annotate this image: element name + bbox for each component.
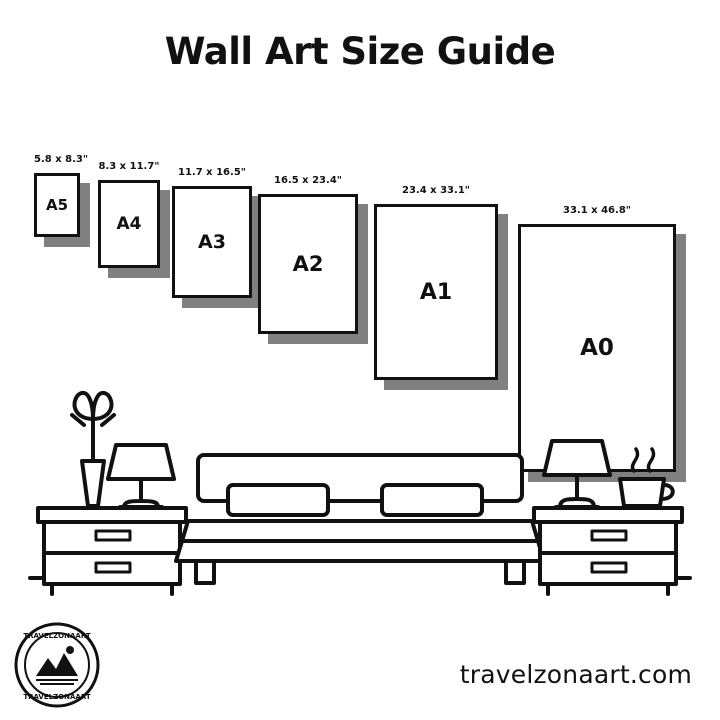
frame-box: [98, 180, 160, 268]
frame-dimension-label: 11.7 x 16.5": [178, 167, 246, 179]
frame-size-label: A2: [292, 252, 324, 277]
frame-size-label: A0: [580, 335, 614, 362]
left-table-lamp: [108, 445, 174, 507]
page-title: Wall Art Size Guide: [164, 30, 556, 73]
frame-box: [258, 194, 358, 334]
frame-dimension-label: 5.8 x 8.3": [34, 153, 89, 165]
frame-dimension-label: 23.4 x 33.1": [402, 185, 470, 197]
frame-a3: [172, 160, 252, 298]
frame-dimension-label: 33.1 x 46.8": [563, 205, 631, 217]
bedroom-illustration: [0, 375, 720, 605]
logo-text-top: TRAVELZONAART: [23, 632, 91, 640]
frame-a2: [258, 168, 358, 334]
footer: [0, 612, 720, 720]
frame-box: [34, 173, 80, 237]
frame-box: [172, 186, 252, 298]
coffee-mug: [620, 449, 673, 506]
left-nightstand: [38, 508, 186, 594]
frame-size-label: A1: [419, 279, 453, 305]
brand-logo: [14, 622, 100, 708]
right-nightstand: [534, 508, 682, 594]
website-url: travelzonaart.com: [459, 660, 692, 689]
frame-a5: [34, 147, 89, 237]
logo-text-bottom: TRAVELZONAART: [23, 693, 91, 701]
frame-size-label: A3: [198, 231, 226, 254]
frame-a1: [374, 178, 498, 380]
right-table-lamp: [544, 441, 610, 507]
frame-size-label: A4: [116, 213, 142, 234]
frame-a4: [98, 154, 160, 268]
frame-dimension-label: 16.5 x 23.4": [274, 175, 342, 187]
plant-decor: [72, 393, 114, 506]
frame-dimension-label: 8.3 x 11.7": [98, 160, 160, 172]
frame-size-row: [0, 110, 720, 400]
bed: [176, 455, 544, 583]
frame-box: [374, 204, 498, 380]
frame-size-label: A5: [45, 195, 69, 214]
